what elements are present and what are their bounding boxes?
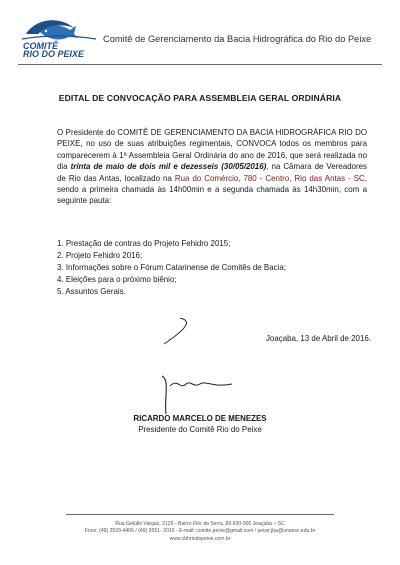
- agenda-list: [57, 238, 286, 298]
- meeting-address: Rua do Comércio, 780 - Centro, Rio das Antas - SC: [174, 173, 365, 183]
- footer-divider: [66, 514, 334, 515]
- logo-wordmark: COMITÊ RIO DO PEIXE: [23, 41, 85, 59]
- footer-address: Rua Getúlio Vargas, 2125 - Bairro Flor da Serra, 89.600-000 Joaçaba – SC: [115, 521, 285, 527]
- committee-name: Comitê de Gerenciamento da Bacia Hidrográfica do Rio do Peixe: [103, 34, 372, 44]
- footer-website: www.cbhriodopeixe.com.br: [169, 535, 231, 542]
- handwritten-signature: [150, 318, 240, 418]
- agenda-item: 4. Eleições para o próximo biênio;: [57, 274, 177, 284]
- meeting-date: trinta de maio de dois mil e dezesseis (30/05/2016): [70, 162, 267, 172]
- header-divider: [18, 64, 382, 65]
- date-place: Joaçaba, 13 de Abril de 2016.: [265, 334, 371, 343]
- document-title: EDITAL DE CONVOCAÇÃO PARA ASSEMBLEIA GERAL ORDINÁRIA: [58, 93, 342, 103]
- paragraph-text: , sendo a primeira chamada às 14h00min e a segunda chamada às 14h30min, com a seguinte pauta:: [57, 173, 367, 206]
- footer-contacts: Fone: (49) 3533-4406 / (49) 3551- 2016 · E-mail: comite.peixe@gmail.com / peixe.jba@unoesc.edu.br: [84, 528, 316, 535]
- convocation-paragraph: [57, 127, 367, 207]
- signer-role: Presidente do Comitê Rio do Peixe: [138, 425, 262, 434]
- agenda-item: 2. Projeto Fehidro 2016;: [57, 250, 143, 260]
- signer-name: RICARDO MARCELO DE MENEZES: [133, 414, 267, 423]
- agenda-item: 3. Informações sobre o Fórum Catarinense de Comitês de Bacia;: [57, 262, 286, 272]
- footer-contact: [0, 521, 400, 543]
- agenda-item: 5. Assuntos Gerais.: [57, 286, 126, 296]
- paragraph-text: , na Câmara de Vereadores de Rio das Antas, localizado na: [57, 162, 367, 183]
- agenda-item: 1. Prestação de contras do Projeto Fehidro 2015;: [57, 239, 231, 248]
- paragraph-text: O Presidente do COMITÊ DE GERENCIAMENTO DA BACIA HIDROGRÁFICA RIO DO PEIXE, no uso de suas atribuições regimentais, CONVOCA todos os membros para comparecerem à 1ª Assembleia Geral Ordinária do ano de 2016, que será realizada no dia: [57, 128, 367, 172]
- letterhead: [18, 12, 388, 62]
